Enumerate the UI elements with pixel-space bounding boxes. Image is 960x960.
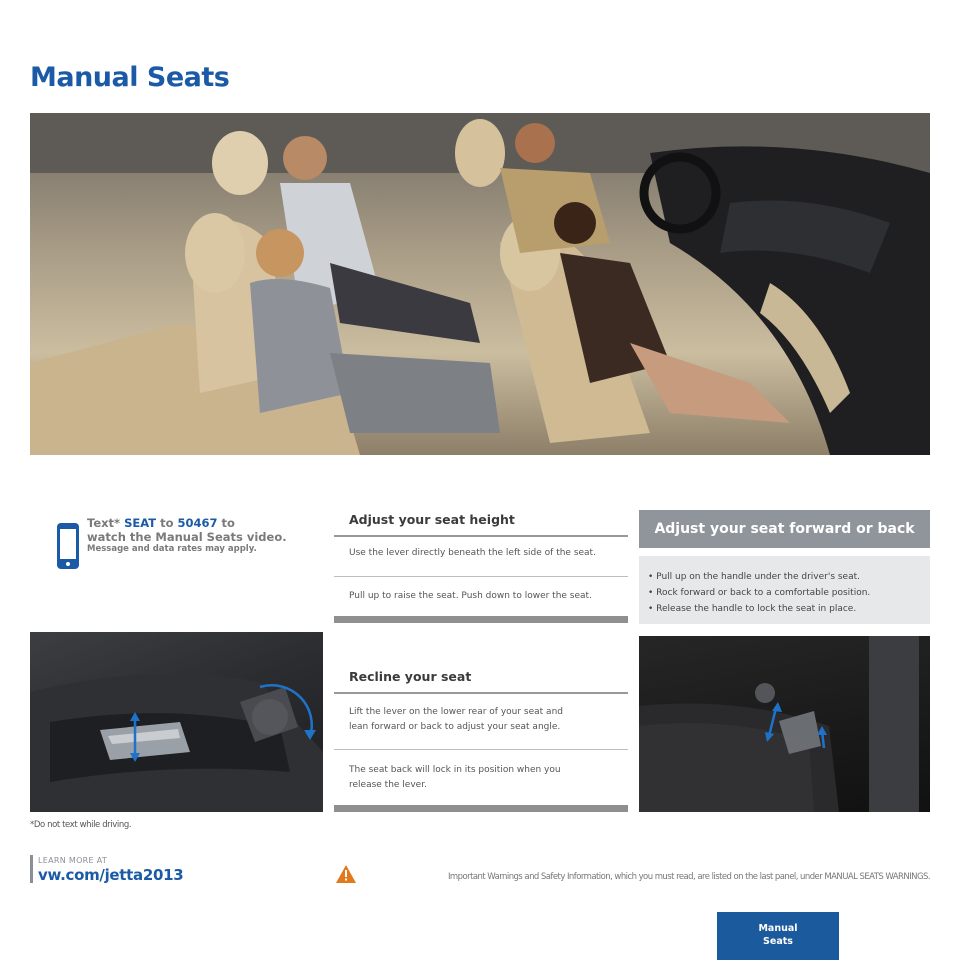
- divider: [334, 576, 628, 577]
- divider: [334, 692, 628, 694]
- seat-handle-photo: [639, 636, 930, 812]
- learn-more-label: LEARN MORE AT: [38, 856, 108, 865]
- tab-line-2: Seats: [763, 936, 793, 947]
- text-suffix: to: [221, 516, 235, 530]
- section-tab-manual-seats[interactable]: [717, 912, 839, 960]
- recline-text-1: [349, 705, 619, 735]
- page-title: Manual Seats: [30, 62, 230, 93]
- divider: [334, 535, 628, 537]
- learn-more-link[interactable]: vw.com/jetta2013: [38, 866, 184, 884]
- hero-photo-car-interior: [30, 113, 930, 455]
- text-keyword: SEAT: [124, 516, 157, 530]
- recline-text-1b: lean forward or back to adjust your seat angle.: [349, 722, 561, 732]
- section-end-bar: [334, 616, 628, 623]
- footnote: *Do not text while driving.: [30, 820, 132, 830]
- recline-text-2a: The seat back will lock in its position when you: [349, 765, 561, 775]
- seat-lever-photo: [30, 632, 323, 812]
- seat-height-text-1: Use the lever directly beneath the left side of the seat.: [349, 548, 596, 558]
- learn-more-bar: [30, 855, 33, 883]
- recline-text-1a: Lift the lever on the lower rear of your seat and: [349, 707, 563, 717]
- section-end-bar: [334, 805, 628, 812]
- seat-height-text-2: Pull up to raise the seat. Push down to lower the seat.: [349, 591, 592, 601]
- text-video-prompt: [87, 516, 317, 555]
- tab-line-1: Manual: [758, 923, 798, 934]
- recline-heading: Recline your seat: [349, 669, 472, 684]
- text-line2: watch the Manual Seats video.: [87, 530, 287, 544]
- warning-icon: [336, 865, 356, 883]
- forward-back-instructions: [639, 556, 930, 624]
- warning-text: Important Warnings and Safety Information, which you must read, are listed on the last panel, under MANUAL SEATS WARNINGS.: [447, 872, 930, 882]
- text-middle: to: [160, 516, 174, 530]
- phone-icon: [57, 523, 79, 569]
- forward-back-bullet: • Pull up on the handle under the driver's seat.: [648, 572, 861, 582]
- text-rates-note: Message and data rates may apply.: [87, 544, 257, 554]
- divider: [334, 749, 628, 750]
- forward-back-bullet: • Release the handle to lock the seat in place.: [648, 604, 857, 614]
- seat-height-heading: Adjust your seat height: [349, 512, 515, 527]
- text-number: 50467: [177, 516, 218, 530]
- forward-back-bullet: • Rock forward or back to a comfortable position.: [648, 588, 871, 598]
- text-prefix: Text*: [87, 516, 121, 530]
- recline-text-2: [349, 763, 619, 793]
- recline-text-2b: release the lever.: [349, 780, 427, 790]
- forward-back-heading: Adjust your seat forward or back: [639, 510, 930, 548]
